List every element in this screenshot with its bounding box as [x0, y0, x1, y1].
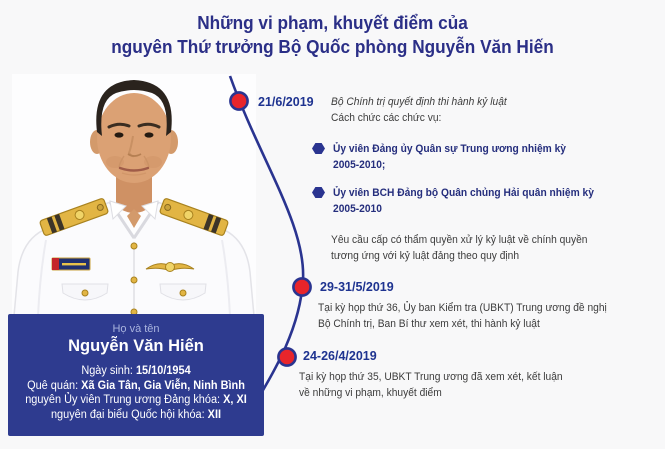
timeline-item1-bullet-2 [312, 185, 660, 217]
profile-card [8, 314, 264, 436]
bullet-1-line-1: Ủy viên Đảng ủy Quân sự Trung ương nhiệm kỳ [333, 143, 566, 155]
note-line-1: Yêu cầu cấp có thẩm quyền xử lý kỷ luật về chính quyền [331, 234, 588, 246]
title-line-2: nguyên Thứ trưởng Bộ Quốc phòng Nguyễn Văn Hiến [111, 36, 554, 57]
item1-intro-regular: Cách chức các chức vụ: [331, 112, 442, 124]
page-title [23, 11, 641, 59]
profile-hometown-row [14, 379, 257, 394]
profile-name: Nguyễn Văn Hiến [68, 337, 204, 355]
timeline-date-3: 24-26/4/2019 [303, 349, 377, 363]
bullet-2-line-1: Ủy viên BCH Đảng bộ Quân chủng Hải quân nhiệm kỳ [333, 187, 594, 199]
note-line-2: tương ứng với kỷ luật đảng theo quy định [331, 250, 520, 262]
jacket-button-2 [131, 277, 137, 283]
timeline-item1-bullet-1 [312, 141, 660, 173]
profile-congress-row [14, 408, 257, 423]
hexagon-bullet-icon [312, 143, 325, 154]
timeline-date-2: 29-31/5/2019 [320, 280, 394, 294]
item3-line-1: Tại kỳ họp thứ 35, UBKT Trung ương đã xem xét, kết luận [299, 371, 563, 383]
eye-left [115, 132, 124, 137]
congress-label: nguyên đại biểu Quốc hội khóa: [50, 408, 208, 421]
timeline-item2-text [318, 300, 607, 332]
profile-label: Họ và tên [112, 323, 160, 335]
timeline-date-1: 21/6/2019 [258, 95, 314, 109]
name-tag [52, 258, 90, 270]
item2-line-1: Tại kỳ họp thứ 36, Ủy ban Kiểm tra (UBKT) Trung ương đề nghị [318, 302, 607, 314]
party-value: X, XI [223, 394, 247, 406]
profile-birth-row [14, 364, 257, 379]
hexagon-bullet-icon [312, 187, 325, 198]
birth-label: Ngày sinh: [81, 365, 136, 377]
item1-intro-italic: Bộ Chính trị quyết định thi hành kỷ luật [331, 96, 507, 108]
portrait-photo [12, 74, 256, 316]
timeline-item3-text [299, 369, 563, 401]
timeline-dot-3-icon [278, 348, 295, 365]
hometown-value: Xã Gia Tân, Gia Viễn, Ninh Bình [81, 379, 245, 392]
profile-party-row [14, 393, 257, 408]
birth-value: 15/10/1954 [135, 365, 191, 377]
jacket-button-1 [131, 243, 137, 249]
party-label: nguyên Ủy viên Trung ương Đảng khóa: [25, 394, 224, 406]
eye-right [145, 132, 154, 137]
timeline-dot-2-icon [293, 278, 310, 295]
bullet-1-line-2: 2005-2010; [333, 159, 386, 171]
bullet-2-line-2: 2005-2010 [333, 203, 382, 215]
timeline-item1-intro [331, 94, 507, 126]
timeline-item1-note [331, 232, 588, 264]
congress-value: XII [207, 408, 222, 421]
bullet-1-text [333, 141, 566, 173]
pocket-button-right [180, 290, 186, 296]
profile-details [14, 364, 257, 422]
item2-line-2: Bộ Chính trị, Ban Bí thư xem xét, thi hành kỷ luật [318, 318, 540, 330]
item3-line-2: về những vi phạm, khuyết điểm [299, 387, 442, 399]
title-line-1: Những vi phạm, khuyết điểm của [197, 12, 468, 33]
bullet-2-text [333, 185, 594, 217]
pocket-button-left [82, 290, 88, 296]
hometown-label: Quê quán: [27, 379, 82, 392]
